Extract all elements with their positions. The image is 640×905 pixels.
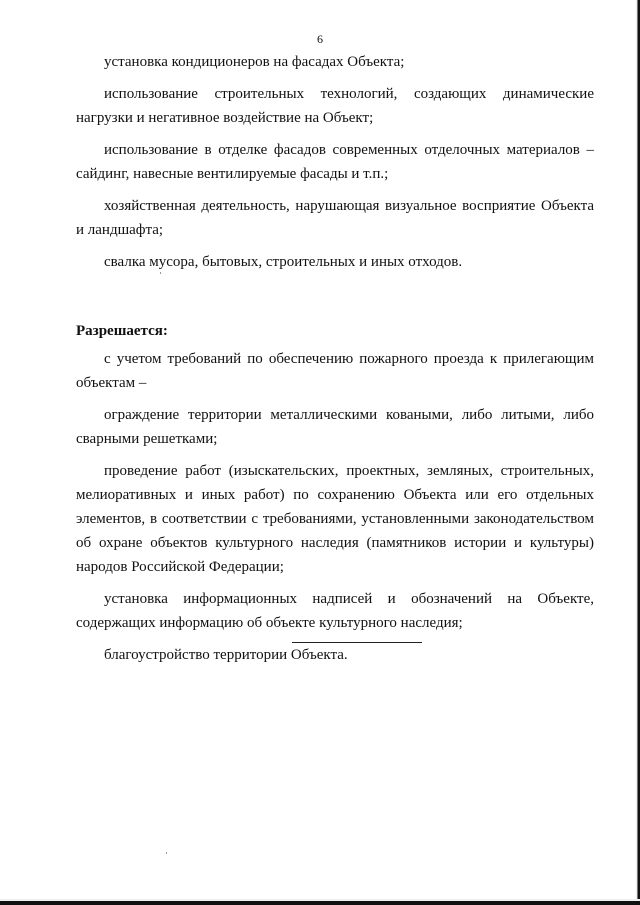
document-body bbox=[76, 50, 594, 675]
allowed-heading: Разрешается: bbox=[76, 323, 168, 339]
allowed-item: благоустройство территории Объекта. bbox=[104, 647, 348, 663]
allowed-item: ограждение территории металлическими коваными, либо литыми, либо сварными решетками; bbox=[76, 407, 594, 447]
scan-bottom-edge bbox=[0, 899, 640, 905]
page-number: 6 bbox=[317, 32, 323, 46]
end-divider bbox=[292, 642, 422, 643]
allowed-item: установка информационных надписей и обозначений на Объекте, содержащих информацию об объекте культурного наследия; bbox=[76, 591, 594, 631]
scan-speck bbox=[166, 852, 167, 854]
scan-speck bbox=[160, 272, 161, 274]
prohibited-item: использование в отделке фасадов современных отделочных материалов – сайдинг, навесные вентилируемые фасады и т.п.; bbox=[76, 142, 594, 182]
allowed-item: с учетом требований по обеспечению пожарного проезда к прилегающим объектам – bbox=[76, 351, 594, 391]
prohibited-item: хозяйственная деятельность, нарушающая визуальное восприятие Объекта и ландшафта; bbox=[76, 198, 594, 238]
allowed-item: проведение работ (изыскательских, проектных, земляных, строительных, мелиоративных и иных работ) по сохранению Объекта или его отдельных элементов, в соответствии с требованиями, установленными законодательством об охране объектов культурного наследия (памятников истории и культуры) народов Российской Федерации; bbox=[76, 463, 594, 575]
prohibited-item: свалка мусора, бытовых, строительных и иных отходов. bbox=[104, 254, 463, 270]
scan-right-edge bbox=[636, 0, 640, 905]
prohibited-item: установка кондиционеров на фасадах Объекта; bbox=[104, 54, 405, 70]
prohibited-item: использование строительных технологий, создающих динамические нагрузки и негативное воздействие на Объект; bbox=[76, 86, 594, 126]
